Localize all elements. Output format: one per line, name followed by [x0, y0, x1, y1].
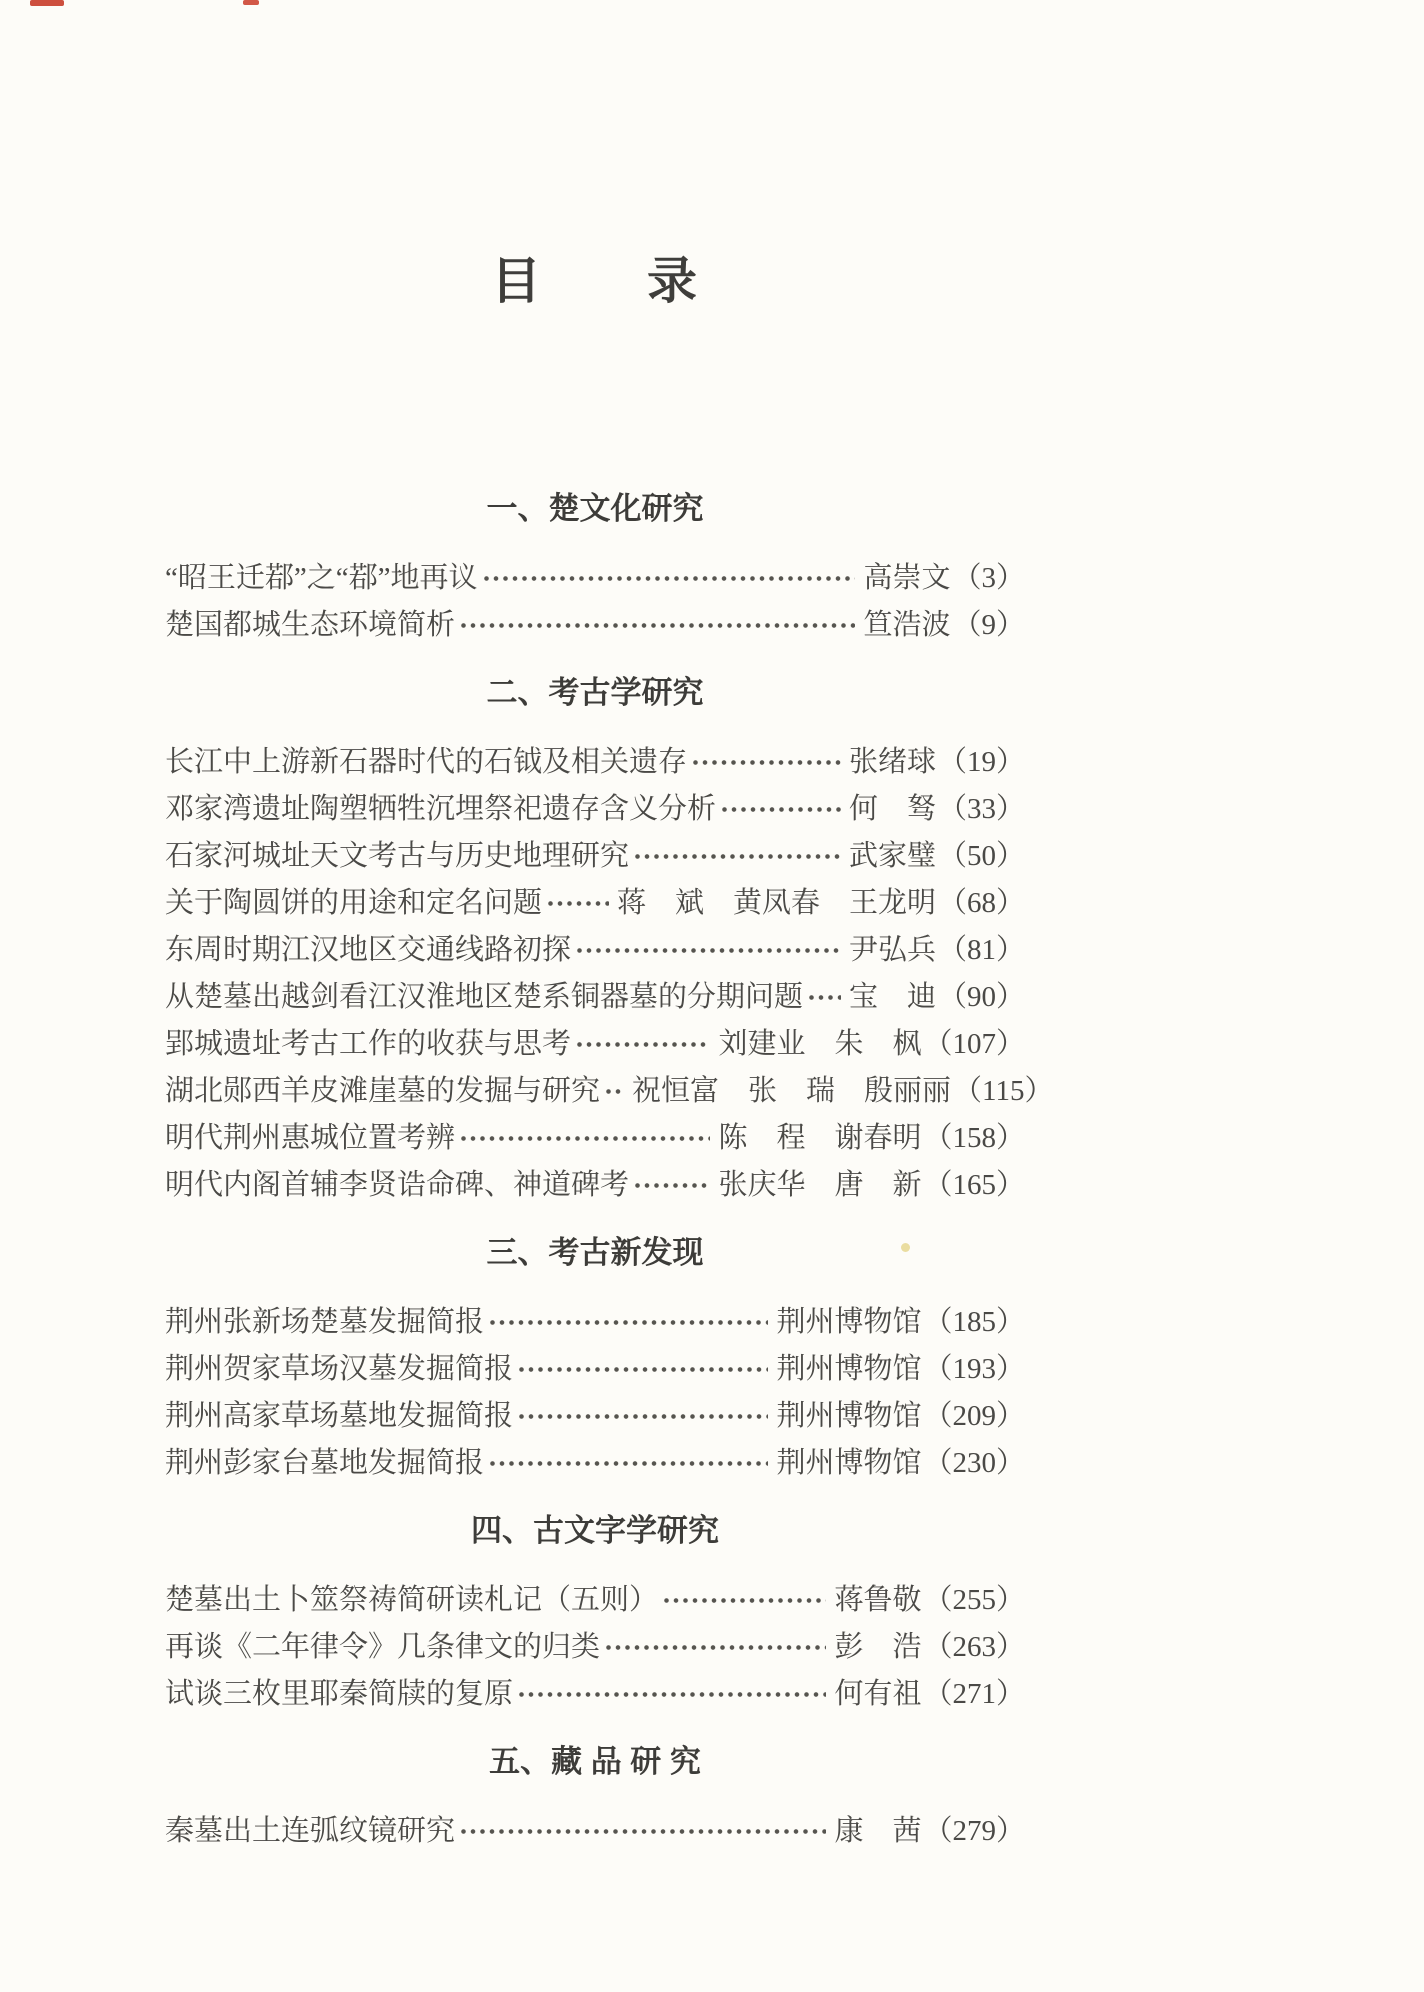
dot-leader: [461, 623, 855, 628]
entry-title: “昭王迁鄀”之“鄀”地再议: [165, 562, 478, 594]
entry-title: 秦墓出土连弧纹镜研究: [165, 1815, 456, 1847]
entry-page-number: （19）: [937, 746, 1025, 778]
dot-leader: [484, 576, 856, 581]
dot-leader: [519, 1414, 768, 1419]
dot-leader: [635, 854, 841, 859]
toc-entry: [165, 736, 1025, 783]
toc-entry: [165, 830, 1025, 877]
toc-entry: [165, 1296, 1025, 1343]
toc-entry: [165, 783, 1025, 830]
entry-authors: 陈 程 谢春明: [718, 1122, 922, 1154]
toc-entry: [165, 1159, 1025, 1206]
section-entries: [0, 1805, 1424, 1852]
entry-authors: 蒋 斌 黄凤春 王龙明: [616, 887, 936, 919]
entry-authors: 张庆华 唐 新: [718, 1169, 922, 1201]
toc-section: [0, 674, 1424, 1206]
entry-page-number: （230）: [923, 1447, 1025, 1479]
entry-authors: 荆州博物馆: [776, 1447, 922, 1479]
section-heading: 五、藏 品 研 究: [489, 1744, 701, 1779]
entry-title: 明代荆州惠城位置考辨: [165, 1122, 456, 1154]
toc-sections: [0, 490, 1424, 1852]
entry-title: 长江中上游新石器时代的石钺及相关遗存: [165, 746, 688, 778]
section-entries: [0, 736, 1424, 1206]
entry-authors: 何 驽: [848, 793, 936, 825]
toc-entry: [165, 1621, 1025, 1668]
entry-page-number: （279）: [923, 1815, 1025, 1847]
entry-authors: 何有祖: [834, 1678, 922, 1710]
dot-leader: [461, 1829, 826, 1834]
toc-entry: [165, 1805, 1025, 1852]
dot-leader: [664, 1598, 826, 1603]
entry-page-number: （263）: [923, 1631, 1025, 1663]
entry-page-number: （90）: [937, 981, 1025, 1013]
toc-entry: [165, 1065, 1054, 1112]
entry-title: 邓家湾遗址陶塑牺牲沉埋祭祀遗存含义分析: [165, 793, 717, 825]
entry-title: 从楚墓出越剑看江汉淮地区楚系铜器墓的分期问题: [165, 981, 804, 1013]
page-title: 目 录: [491, 253, 699, 309]
entry-page-number: （165）: [923, 1169, 1025, 1201]
entry-authors: 宝 迪: [848, 981, 936, 1013]
toc-entry: [165, 1668, 1025, 1715]
section-entries: [0, 1574, 1424, 1715]
dot-leader: [461, 1136, 710, 1141]
dot-leader: [519, 1692, 826, 1697]
entry-page-number: （271）: [923, 1678, 1025, 1710]
toc-section: [0, 1512, 1424, 1715]
entry-title: 荆州高家草场墓地发掘简报: [165, 1400, 514, 1432]
dot-leader: [548, 901, 609, 906]
entry-authors: 刘建业 朱 枫: [718, 1028, 922, 1060]
entry-authors: 荆州博物馆: [776, 1400, 922, 1432]
entry-title: 楚墓出土卜筮祭祷简研读札记（五则）: [165, 1584, 659, 1616]
section-heading: 三、考古新发现: [486, 1235, 704, 1270]
entry-title: 关于陶圆饼的用途和定名问题: [165, 887, 543, 919]
entry-authors: 武家璧: [848, 840, 936, 872]
toc-entry: [165, 1343, 1025, 1390]
entry-page-number: （81）: [937, 934, 1025, 966]
entry-title: 试谈三枚里耶秦简牍的复原: [165, 1678, 514, 1710]
dot-leader: [519, 1367, 768, 1372]
toc-entry: [165, 1018, 1025, 1065]
scan-artifact-red-left: [30, 0, 64, 6]
entry-title: 东周时期江汉地区交通线路初探: [165, 934, 572, 966]
dot-leader: [635, 1183, 710, 1188]
dot-leader: [809, 995, 841, 1000]
dot-leader: [693, 760, 841, 765]
entry-page-number: （50）: [937, 840, 1025, 872]
dot-leader: [490, 1320, 768, 1325]
entry-title: 再谈《二年律令》几条律文的归类: [165, 1631, 601, 1663]
entry-authors: 笪浩波: [863, 609, 951, 641]
entry-title: 石家河城址天文考古与历史地理研究: [165, 840, 630, 872]
entry-page-number: （107）: [923, 1028, 1025, 1060]
dot-leader: [606, 1089, 624, 1094]
toc-entry: [165, 877, 1025, 924]
scan-artifact-red-right: [243, 0, 259, 5]
entry-page-number: （209）: [923, 1400, 1025, 1432]
entry-authors: 祝恒富 张 瑞 殷丽丽: [632, 1075, 952, 1107]
entry-authors: 张绪球: [848, 746, 936, 778]
section-entries: [0, 552, 1424, 646]
toc-entry: [165, 1437, 1025, 1484]
toc-entry: [165, 1390, 1025, 1437]
dot-leader: [722, 807, 841, 812]
entry-authors: 高崇文: [863, 562, 951, 594]
entry-title: 明代内阁首辅李贤诰命碑、神道碑考: [165, 1169, 630, 1201]
entry-page-number: （68）: [937, 887, 1025, 919]
dot-leader: [577, 1042, 710, 1047]
scan-speck: [901, 1243, 910, 1252]
entry-authors: 蒋鲁敬: [834, 1584, 922, 1616]
entry-title: 楚国都城生态环境简析: [165, 609, 456, 641]
entry-page-number: （193）: [923, 1353, 1025, 1385]
toc-entry: [165, 1574, 1025, 1621]
entry-title: 湖北郧西羊皮滩崖墓的发掘与研究: [165, 1075, 601, 1107]
toc-entry: [165, 1112, 1025, 1159]
entry-page-number: （9）: [952, 609, 1025, 641]
entry-authors: 荆州博物馆: [776, 1353, 922, 1385]
toc-section: [0, 490, 1424, 646]
toc-entry: [165, 971, 1025, 1018]
toc-section: [0, 1234, 1424, 1484]
dot-leader: [577, 948, 841, 953]
entry-page-number: （158）: [923, 1122, 1025, 1154]
entry-page-number: （185）: [923, 1306, 1025, 1338]
entry-authors: 彭 浩: [834, 1631, 922, 1663]
dot-leader: [606, 1645, 826, 1650]
toc-entry: [165, 599, 1025, 646]
entry-title: 荆州张新场楚墓发掘简报: [165, 1306, 485, 1338]
entry-title: 荆州彭家台墓地发掘简报: [165, 1447, 485, 1479]
section-heading: 二、考古学研究: [486, 675, 704, 710]
entry-authors: 康 茜: [834, 1815, 922, 1847]
dot-leader: [490, 1461, 768, 1466]
section-heading: 一、楚文化研究: [486, 491, 704, 526]
entry-authors: 尹弘兵: [848, 934, 936, 966]
entry-title: 郢城遗址考古工作的收获与思考: [165, 1028, 572, 1060]
toc-section: [0, 1743, 1424, 1852]
entry-page-number: （33）: [937, 793, 1025, 825]
entry-page-number: （255）: [923, 1584, 1025, 1616]
toc-entry: [165, 924, 1025, 971]
entry-title: 荆州贺家草场汉墓发掘简报: [165, 1353, 514, 1385]
section-entries: [0, 1296, 1424, 1484]
entry-page-number: （3）: [952, 562, 1025, 594]
entry-page-number: （115）: [953, 1075, 1054, 1107]
section-heading: 四、古文字学研究: [471, 1513, 719, 1548]
toc-entry: [165, 552, 1025, 599]
entry-authors: 荆州博物馆: [776, 1306, 922, 1338]
